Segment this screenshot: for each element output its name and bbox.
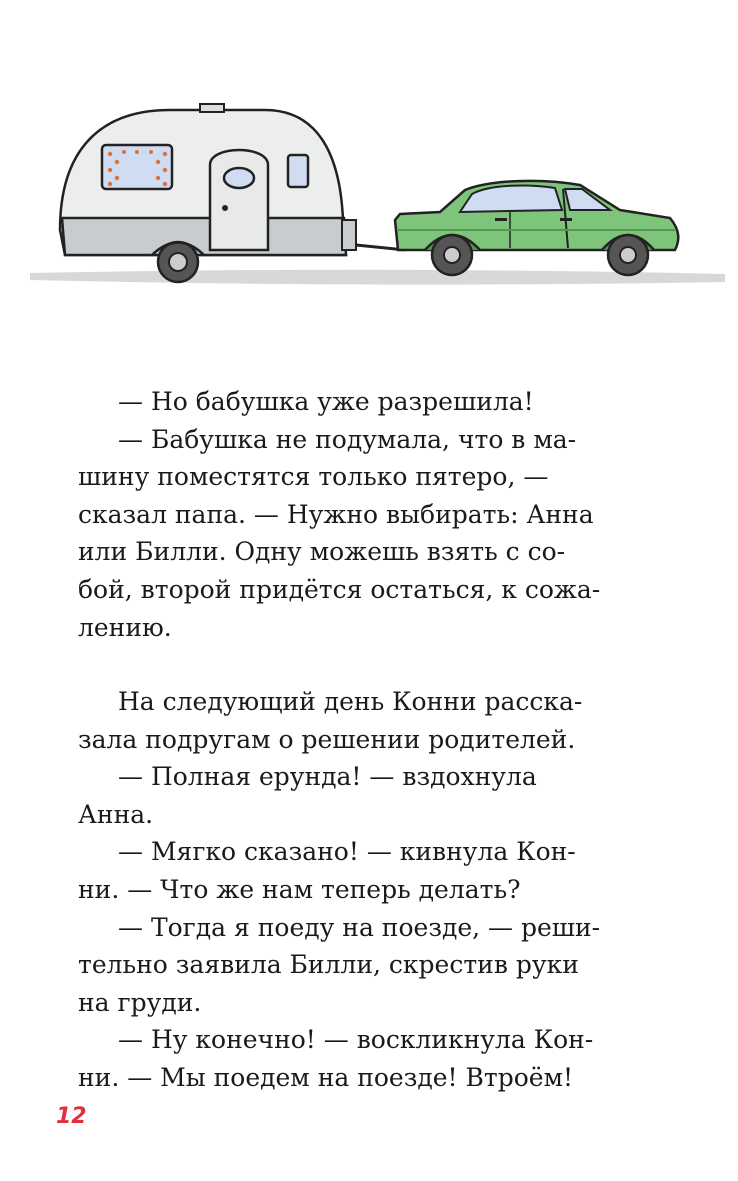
text-line: — Ну конечно! — воскликнула Кон- xyxy=(118,1025,594,1055)
text-line: бой, второй придётся остаться, к сожа- xyxy=(78,574,601,604)
page-number: 12 xyxy=(56,1104,87,1129)
text-line: сказал папа. — Нужно выбирать: Анна xyxy=(78,499,594,529)
paragraph-2 xyxy=(78,683,618,1097)
text-line: тельно заявила Билли, скрестив руки xyxy=(78,950,579,980)
text-line: зала подругам о решении родителей. xyxy=(78,724,576,754)
text-line: Анна. xyxy=(78,799,154,829)
caravan-and-car-illustration xyxy=(20,90,730,300)
car-icon xyxy=(395,181,678,275)
text-line: — Но бабушка уже разрешила! xyxy=(118,387,534,416)
text-line: — Полная ерунда! — вздохнула xyxy=(118,762,537,792)
text-line: ни. — Что же нам теперь делать? xyxy=(78,874,521,904)
caravan-icon xyxy=(60,104,405,282)
text-line: лению. xyxy=(78,612,172,642)
text-line: ни. — Мы поедем на поезде! Втроём! xyxy=(78,1062,574,1092)
text-line: — Тогда я поеду на поезде, — реши- xyxy=(118,912,601,942)
paragraph-1 xyxy=(78,383,618,646)
text-line: На следующий день Конни расска- xyxy=(118,687,583,716)
text-line: — Бабушка не подумала, что в ма- xyxy=(118,424,577,454)
text-line: шину поместятся только пятеро, — xyxy=(78,462,549,492)
text-line: — Мягко сказано! — кивнула Кон- xyxy=(118,837,576,867)
text-line: или Билли. Одну можешь взять с со- xyxy=(78,537,566,567)
text-line: на груди. xyxy=(78,987,202,1017)
